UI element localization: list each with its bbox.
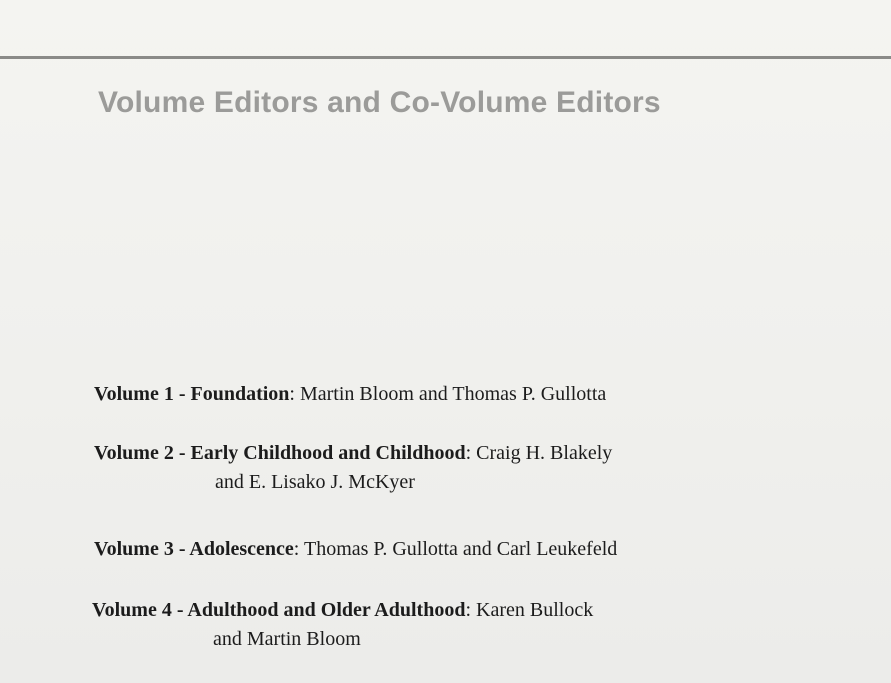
separator: : [293,538,300,560]
separator: : [465,442,472,464]
header-rule [0,56,891,59]
volume-entry-4 [92,596,593,654]
volume-editors: Craig H. Blakely [471,442,613,464]
volume-editors-continued: and E. Lisako J. McKyer [215,471,415,493]
volume-entry-1 [94,380,606,409]
volume-title: Volume 4 - Adulthood and Older Adulthood [92,599,466,621]
volume-editors: Thomas P. Gullotta and Carl Leukefeld [299,538,618,560]
volume-title: Volume 2 - Early Childhood and Childhood [94,442,466,464]
volume-title: Volume 1 - Foundation [94,383,290,405]
volume-editors-continued: and Martin Bloom [213,628,361,650]
volume-title: Volume 3 - Adolescence [94,538,294,560]
separator: : [289,383,295,405]
volume-editors: Martin Bloom and Thomas P. Gullotta [294,383,607,405]
section-heading: Volume Editors and Co-Volume Editors [98,86,661,119]
separator: : [465,599,472,621]
volume-editors: Karen Bullock [471,599,594,621]
volume-entry-2 [94,439,612,497]
volume-entry-3 [94,535,617,564]
